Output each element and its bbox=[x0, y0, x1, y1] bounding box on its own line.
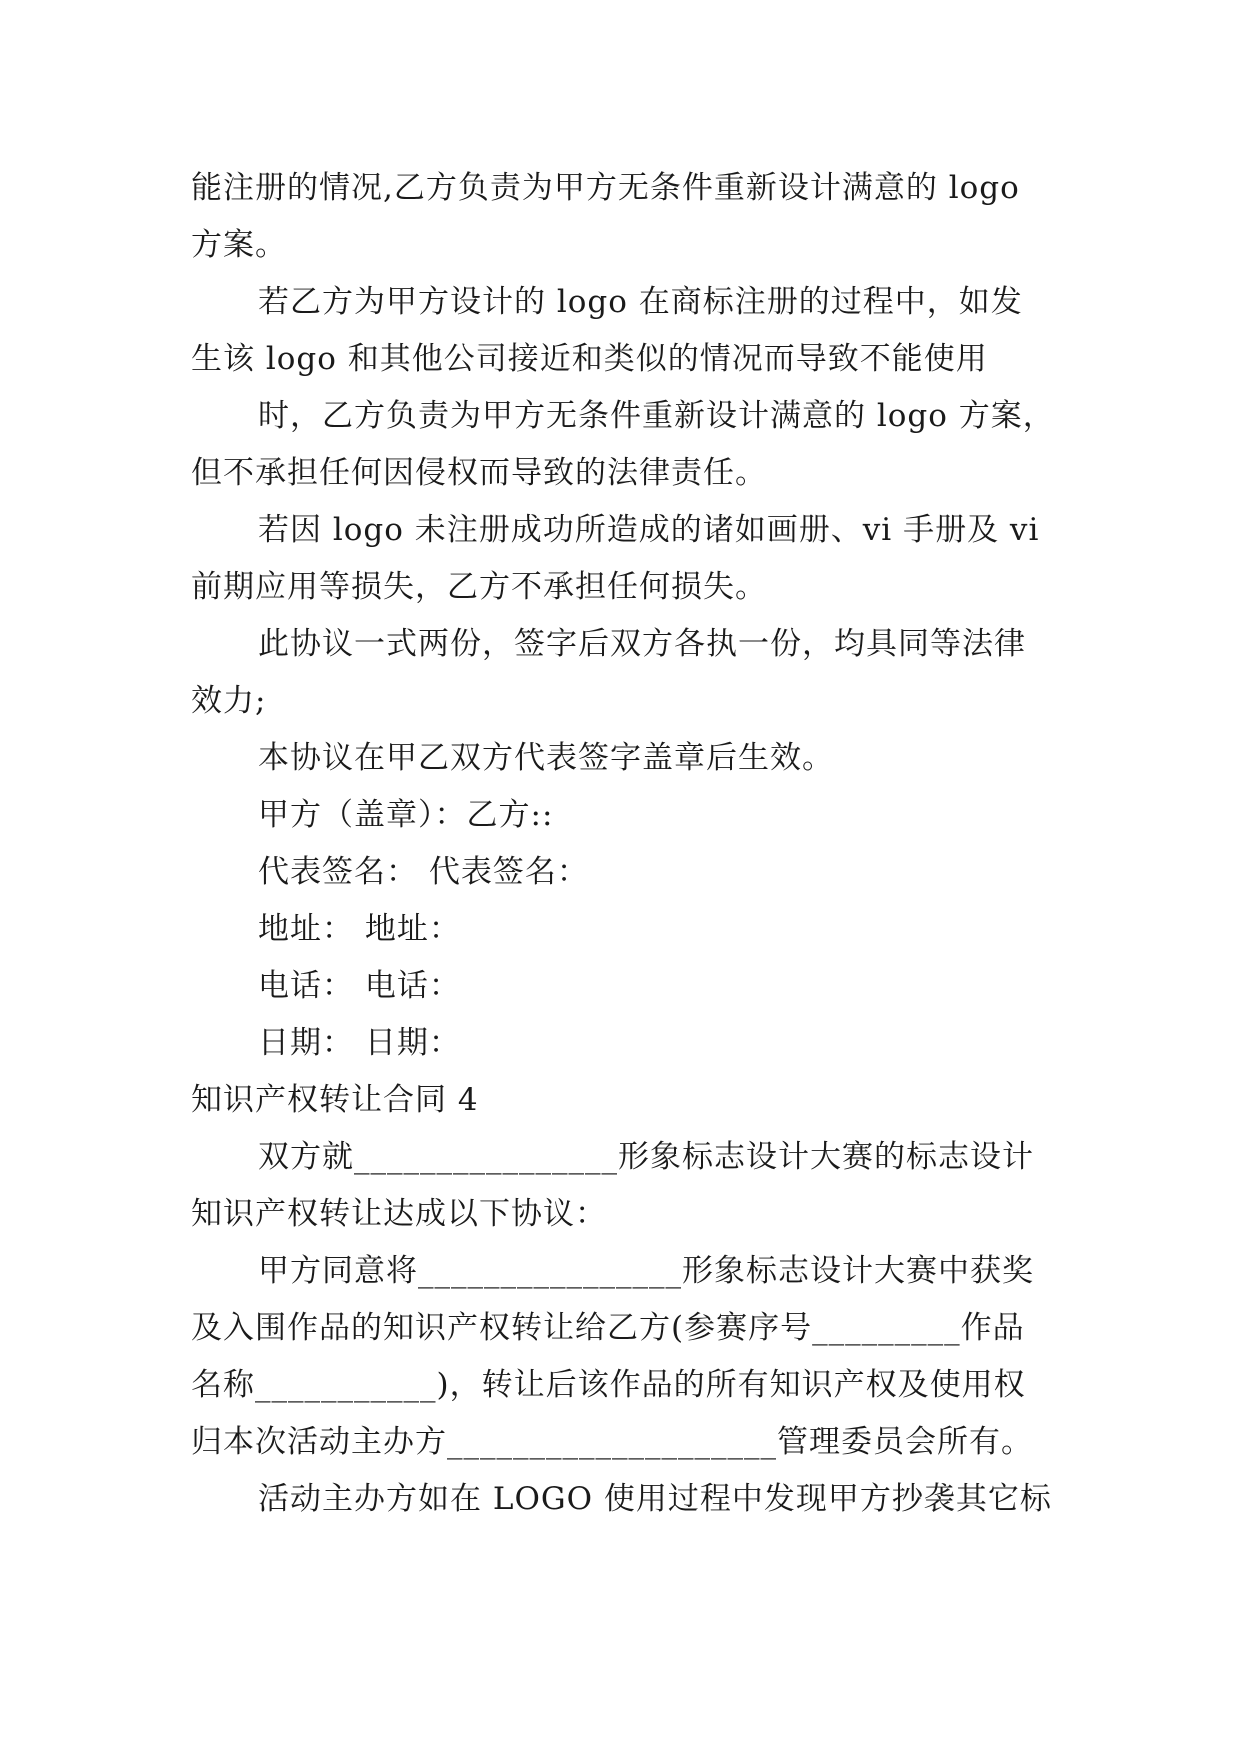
text-line: 代表签名： 代表签名： bbox=[258, 854, 589, 890]
text-line: 但不承担任何因侵权而导致的法律责任。 bbox=[191, 455, 767, 491]
section-heading: 知识产权转让合同 4 bbox=[191, 1082, 479, 1118]
text-line: 名称___________)，转让后该作品的所有知识产权及使用权 bbox=[191, 1367, 1026, 1403]
text-line: 知识产权转让达成以下协议： bbox=[191, 1196, 607, 1232]
text-line: 本协议在甲乙双方代表签字盖章后生效。 bbox=[258, 740, 834, 776]
text-line: 此协议一式两份，签字后双方各执一份，均具同等法律 bbox=[258, 626, 1026, 662]
text-line: 若因 logo 未注册成功所造成的诸如画册、vi 手册及 vi bbox=[258, 512, 1040, 548]
text-line: 电话： 电话： bbox=[258, 968, 461, 1004]
text-line: 甲方（盖章）：乙方:: bbox=[258, 797, 554, 833]
text-line: 效力; bbox=[191, 683, 267, 719]
text-line: 方案。 bbox=[191, 227, 287, 263]
text-line: 时，乙方负责为甲方无条件重新设计满意的 logo 方案， bbox=[258, 398, 1055, 434]
text-line: 能注册的情况,乙方负责为甲方无条件重新设计满意的 logo bbox=[191, 170, 1020, 206]
text-line: 及入围作品的知识产权转让给乙方(参赛序号_________作品 bbox=[191, 1310, 1025, 1346]
text-line: 日期： 日期： bbox=[258, 1025, 461, 1061]
text-line: 甲方同意将________________形象标志设计大赛中获奖 bbox=[258, 1253, 1034, 1289]
text-line: 地址： 地址： bbox=[258, 911, 461, 947]
text-line: 双方就________________形象标志设计大赛的标志设计 bbox=[258, 1139, 1034, 1175]
text-line: 若乙方为甲方设计的 logo 在商标注册的过程中，如发 bbox=[258, 284, 1023, 320]
text-line: 前期应用等损失，乙方不承担任何损失。 bbox=[191, 569, 767, 605]
text-line: 活动主办方如在 LOGO 使用过程中发现甲方抄袭其它标 bbox=[258, 1481, 1052, 1517]
text-line: 归本次活动主办方____________________管理委员会所有。 bbox=[191, 1424, 1033, 1460]
text-line: 生该 logo 和其他公司接近和类似的情况而导致不能使用 bbox=[191, 341, 988, 377]
